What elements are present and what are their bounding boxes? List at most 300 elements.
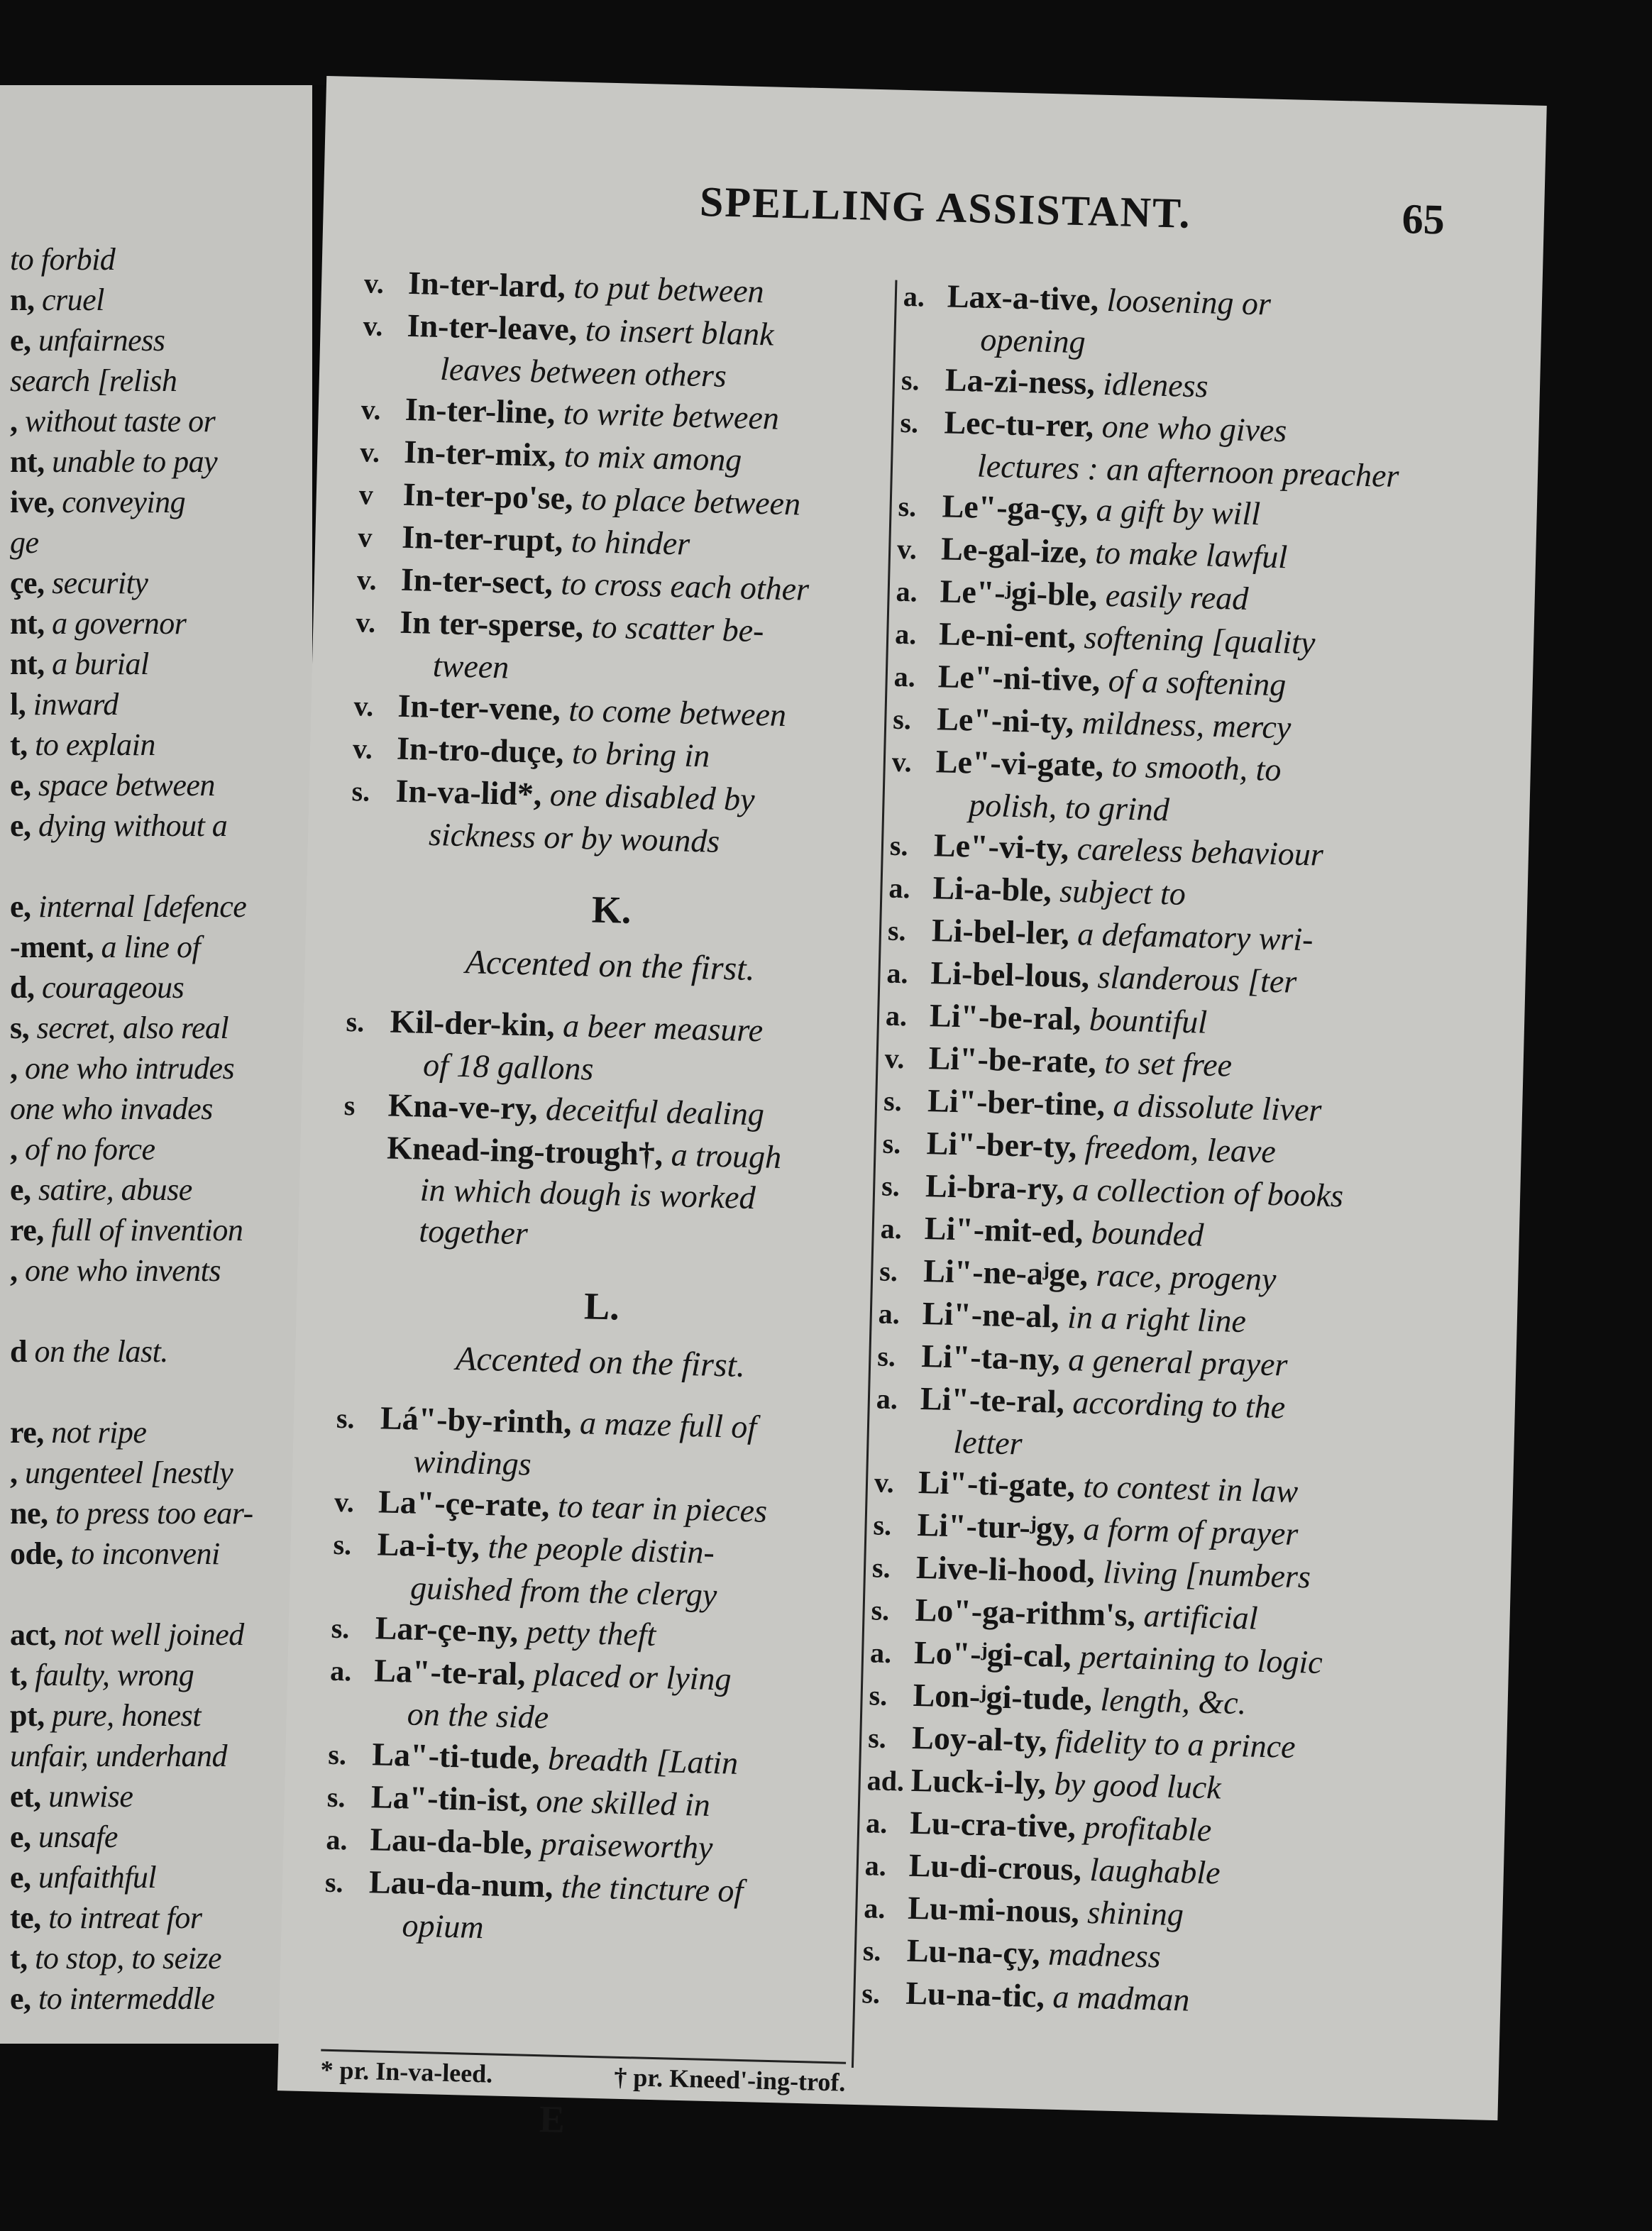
left-page-line xyxy=(10,808,309,844)
left-page-line xyxy=(10,646,309,682)
definition: to bring in xyxy=(571,734,710,774)
left-page-line xyxy=(10,1900,309,1936)
headword: Li"-be-ral, xyxy=(929,997,1082,1037)
section-heading-l: L. xyxy=(583,1284,620,1328)
headword: Li-bel-ler, xyxy=(931,912,1070,952)
part-of-speech: s. xyxy=(326,1780,346,1814)
part-of-speech: a. xyxy=(865,1807,888,1840)
definition: deceitful dealing xyxy=(545,1090,765,1133)
part-of-speech: s. xyxy=(873,1509,892,1542)
definition: fidelity to a prince xyxy=(1054,1722,1296,1765)
headword: Li-bel-lous, xyxy=(930,954,1090,995)
left-page-definition: without taste or xyxy=(25,404,216,439)
left-page-line xyxy=(10,1333,309,1370)
left-page-definition: to intreat for xyxy=(48,1900,202,1935)
left-page-line xyxy=(10,1455,309,1491)
left-page-word-fragment: d xyxy=(10,1334,27,1369)
definition: laughable xyxy=(1089,1851,1221,1891)
definition: a defamatory wri- xyxy=(1076,915,1314,958)
left-page-line xyxy=(10,1495,309,1531)
definition: a form of prayer xyxy=(1082,1510,1299,1553)
definition: to contest in law xyxy=(1082,1467,1299,1510)
part-of-speech: v. xyxy=(363,267,385,300)
footnote-invalid: * pr. In-va-leed. xyxy=(320,2055,493,2088)
left-page-word-fragment: , xyxy=(10,1455,18,1490)
part-of-speech: v. xyxy=(356,563,378,596)
definition-continuation-text: lectures : an afternoon preacher xyxy=(976,447,1400,495)
left-page-line xyxy=(10,1859,309,1895)
headword: Lon-ʲgi-tude, xyxy=(913,1676,1093,1718)
left-page-line xyxy=(10,403,309,439)
part-of-speech: a. xyxy=(863,1892,886,1924)
headword: Lu-cra-tive, xyxy=(909,1804,1076,1845)
part-of-speech: s. xyxy=(898,490,917,523)
definition-continuation-text: tween xyxy=(432,646,510,685)
definition: petty theft xyxy=(526,1613,656,1653)
left-page-word-fragment: e, xyxy=(10,808,31,843)
left-page-word-fragment: et, xyxy=(10,1779,41,1814)
part-of-speech: s. xyxy=(883,1084,903,1118)
part-of-speech: s. xyxy=(862,1934,882,1967)
headword: Lec-tu-rer, xyxy=(943,404,1094,444)
part-of-speech: s xyxy=(343,1089,356,1122)
left-page-word-fragment: t, xyxy=(10,727,28,762)
definition: to tear in pieces xyxy=(557,1487,768,1529)
left-page-definition: dying without a xyxy=(38,808,228,843)
part-of-speech: s. xyxy=(331,1612,350,1645)
left-page-definition: to stop, to seize xyxy=(35,1941,221,1976)
definition: bounded xyxy=(1091,1213,1204,1253)
definition-continuation-text: in which dough is worked together xyxy=(418,1171,756,1252)
left-page-definition: conveying xyxy=(62,485,186,519)
part-of-speech: a. xyxy=(896,575,918,608)
definition-continuation-text: opium xyxy=(401,1907,485,1946)
definition: race, progeny xyxy=(1096,1256,1277,1298)
definition: loosening or xyxy=(1106,281,1272,322)
headword: Lu-mi-nous, xyxy=(907,1889,1080,1930)
left-page-definition: to inconveni xyxy=(70,1536,220,1571)
headword: Knead-ing-trough†, xyxy=(386,1129,663,1173)
definition: a beer measure xyxy=(562,1007,764,1049)
part-of-speech: v. xyxy=(891,745,913,778)
part-of-speech: s. xyxy=(887,914,907,947)
left-page-definition: one who invents xyxy=(25,1253,221,1288)
left-page-word-fragment: -ment, xyxy=(10,930,94,964)
entry-list-right xyxy=(861,275,1514,2029)
page-number: 65 xyxy=(1401,195,1446,243)
left-page-definition: to intermeddle xyxy=(38,1981,215,2016)
part-of-speech: a. xyxy=(903,280,925,313)
left-page-word-fragment: , xyxy=(10,404,18,439)
part-of-speech: a. xyxy=(329,1654,352,1687)
definition: praiseworthy xyxy=(540,1825,714,1866)
left-page-word-fragment: l, xyxy=(10,687,26,722)
definition: in a right line xyxy=(1067,1299,1247,1340)
left-page-definition: unfairness xyxy=(38,323,165,358)
part-of-speech: s. xyxy=(351,775,370,808)
definition: to set free xyxy=(1103,1044,1233,1084)
left-page-line xyxy=(10,1131,309,1167)
section-heading-k: K. xyxy=(591,888,632,932)
headword: Le"-ga-çy, xyxy=(942,487,1089,528)
definition: a dissolute liver xyxy=(1112,1086,1323,1128)
part-of-speech: s. xyxy=(333,1528,352,1561)
left-page-word-fragment: t, xyxy=(10,1941,28,1976)
left-page-word-fragment: re, xyxy=(10,1213,44,1247)
definition: length, &c. xyxy=(1099,1681,1247,1722)
definition-continuation-text: of 18 gallons xyxy=(422,1046,595,1087)
left-page-line xyxy=(10,524,309,561)
definition: a trough xyxy=(671,1136,782,1176)
left-page-definition: one who invades xyxy=(10,1091,213,1126)
left-page-word-fragment: e, xyxy=(10,889,31,924)
left-page-definition: unwise xyxy=(48,1779,133,1814)
left-page-line xyxy=(10,363,309,399)
definition: slanderous [ter xyxy=(1097,958,1297,1000)
left-page-word-fragment: e, xyxy=(10,768,31,803)
left-page-definition: unable to pay xyxy=(52,444,218,479)
left-page-word-fragment: pt, xyxy=(10,1698,45,1733)
definition: living [numbers xyxy=(1102,1553,1311,1595)
left-page-definition: not ripe xyxy=(51,1415,147,1450)
definition: a collection of books xyxy=(1072,1171,1344,1214)
part-of-speech: a. xyxy=(886,957,909,990)
part-of-speech: s. xyxy=(879,1255,898,1288)
left-page-line xyxy=(10,1212,309,1248)
part-of-speech: a. xyxy=(876,1382,898,1416)
left-page-word-fragment: e, xyxy=(10,1860,31,1895)
left-page-word-fragment: nt, xyxy=(10,646,45,681)
left-page-definition: secret, also real xyxy=(36,1010,229,1045)
left-page-definition: a burial xyxy=(52,646,149,681)
left-page-line xyxy=(10,241,309,277)
left-page-line xyxy=(10,1010,309,1046)
left-page-definition: courageous xyxy=(41,970,185,1005)
part-of-speech: a. xyxy=(894,617,917,651)
left-page-word-fragment: act, xyxy=(10,1617,57,1652)
left-page-definition: not well joined xyxy=(63,1617,244,1652)
section-subtitle-l: Accented on the first. xyxy=(455,1339,746,1384)
left-page-definition: internal [defence xyxy=(38,889,247,924)
left-page-definition: ungenteel [nestly xyxy=(25,1455,233,1490)
part-of-speech: s. xyxy=(881,1169,901,1203)
part-of-speech: a. xyxy=(893,660,916,693)
left-page-definition: on the last. xyxy=(34,1334,168,1369)
definition: madness xyxy=(1047,1935,1162,1975)
part-of-speech xyxy=(343,1157,387,1159)
entry-list-k xyxy=(341,1000,871,1262)
part-of-speech: v. xyxy=(363,309,384,343)
part-of-speech: ad. xyxy=(866,1764,905,1797)
footnote-kneading-trough: † pr. Kneed'-ing-trof. xyxy=(613,2062,846,2097)
part-of-speech: s. xyxy=(900,406,919,439)
left-page-word-fragment: çe, xyxy=(10,566,45,600)
left-page-word-fragment: ne, xyxy=(10,1496,48,1531)
left-page-line xyxy=(10,929,309,965)
left-page-line xyxy=(10,1697,309,1734)
left-page-word-fragment: te, xyxy=(10,1900,41,1935)
definition: a madman xyxy=(1052,1978,1190,2018)
definition-continuation-text: windings xyxy=(412,1443,532,1482)
part-of-speech: s. xyxy=(327,1738,347,1771)
headword: La"-ti-tude, xyxy=(371,1736,541,1777)
left-page-word-fragment: , xyxy=(10,1253,18,1288)
headword: La-i-ty, xyxy=(377,1526,480,1565)
headword: Li"-ta-ny, xyxy=(920,1338,1061,1377)
headword: Luck-i-ly, xyxy=(910,1761,1047,1802)
headword: In-ter-po'se, xyxy=(402,475,574,517)
part-of-speech: v. xyxy=(334,1485,355,1519)
headword: In-ter-leave, xyxy=(407,307,578,348)
definition-continuation-text: sickness or by wounds xyxy=(428,815,720,859)
headword: Li"-be-rate, xyxy=(928,1040,1097,1080)
headword: In-ter-vene, xyxy=(397,687,561,728)
left-page-word-fragment: t, xyxy=(10,1658,28,1692)
part-of-speech: v xyxy=(357,521,373,553)
section-subtitle-k: Accented on the first. xyxy=(465,943,756,988)
part-of-speech: s. xyxy=(882,1127,901,1160)
part-of-speech: a. xyxy=(325,1823,348,1856)
left-column xyxy=(320,261,890,2142)
definition: a general prayer xyxy=(1067,1341,1289,1383)
definition: a gift by will xyxy=(1096,491,1261,532)
left-page-line xyxy=(10,1616,309,1653)
headword: Lo"-ʲgi-cal, xyxy=(913,1634,1072,1675)
headword: Le-gal-ize, xyxy=(940,530,1088,571)
headword: Le"-ʲgi-ble, xyxy=(940,573,1098,613)
left-page-line xyxy=(10,767,309,803)
part-of-speech: v. xyxy=(355,606,376,639)
definition: to smooth, to xyxy=(1111,747,1282,788)
definition: idleness xyxy=(1102,365,1209,404)
definition: to cross each other xyxy=(560,565,810,607)
part-of-speech: a. xyxy=(888,871,911,905)
definition-continuation-text: opening xyxy=(979,321,1086,360)
headword: Kna-ve-ry, xyxy=(387,1086,539,1127)
left-page-line xyxy=(10,1252,309,1289)
left-page-word-fragment: , xyxy=(10,1051,18,1086)
definition: easily read xyxy=(1105,577,1249,617)
left-page-definition: inward xyxy=(33,687,119,722)
definition: placed or lying xyxy=(533,1656,732,1697)
definition: one disabled by xyxy=(549,776,756,818)
definition: to come between xyxy=(568,691,787,734)
definition: according to the xyxy=(1072,1384,1286,1426)
left-page-line xyxy=(10,1940,309,1976)
definition: one skilled in xyxy=(535,1782,711,1823)
definition-continuation-text: leaves between others xyxy=(439,351,727,394)
left-page-definition: satire, abuse xyxy=(38,1172,192,1207)
part-of-speech: s. xyxy=(871,1551,891,1585)
left-page-definition: cruel xyxy=(41,282,104,317)
definition: to insert blank xyxy=(585,312,775,353)
left-page-line xyxy=(10,1536,309,1572)
left-page-word-fragment: nt, xyxy=(10,444,45,479)
left-page-word-fragment: s, xyxy=(10,1010,30,1045)
left-page-word-fragment: ive, xyxy=(10,485,55,519)
definition: careless behaviour xyxy=(1076,830,1324,873)
left-page-line xyxy=(10,686,309,722)
definition-continuation-text: guished from the clergy xyxy=(409,1569,717,1614)
definition-continuation-text: polish, to grind xyxy=(968,786,1170,828)
part-of-speech: v. xyxy=(359,436,380,468)
left-page-definition: ge xyxy=(10,525,39,560)
headword: Lau-da-num, xyxy=(368,1863,554,1905)
headword: Lu-na-tic, xyxy=(905,1974,1045,2015)
part-of-speech: s. xyxy=(336,1401,356,1435)
left-page-definition: full of invention xyxy=(51,1213,243,1247)
definition: of a softening xyxy=(1108,662,1287,703)
definition: freedom, leave xyxy=(1084,1128,1277,1170)
left-page-word-fragment: e, xyxy=(10,1819,31,1854)
left-page-definition: unsafe xyxy=(38,1819,118,1854)
page-header-title: SPELLING ASSISTANT. xyxy=(699,177,1192,237)
headword: In-tro-duçe, xyxy=(396,729,565,771)
signature-mark: E xyxy=(539,2098,566,2142)
headword: Li"-te-ral, xyxy=(920,1379,1065,1420)
part-of-speech: v. xyxy=(896,532,918,566)
headword: In-ter-sect, xyxy=(400,561,554,601)
part-of-speech: s. xyxy=(324,1866,344,1899)
left-page-word-fragment: e, xyxy=(10,1172,31,1207)
part-of-speech: v. xyxy=(353,690,374,722)
headword: Le"-vi-ty, xyxy=(933,827,1069,866)
left-page-definition: search [relish xyxy=(10,363,177,398)
left-page-line xyxy=(10,322,309,358)
headword: In-ter-line, xyxy=(404,390,556,431)
headword: La"-te-ral, xyxy=(373,1652,527,1692)
headword: Lu-di-crous, xyxy=(908,1846,1082,1888)
left-page-word-fragment: e, xyxy=(10,323,31,358)
left-page-definition: of no force xyxy=(25,1132,155,1167)
left-page-line xyxy=(10,1778,309,1814)
part-of-speech: a. xyxy=(869,1636,892,1670)
definition: a maze full of xyxy=(579,1404,757,1445)
headword: Le"-ni-ty, xyxy=(936,700,1074,740)
definition: by good luck xyxy=(1054,1765,1222,1806)
headword: Li"-tur-ʲgy, xyxy=(917,1506,1076,1547)
headword: In-ter-rupt, xyxy=(401,518,563,559)
definition: to place between xyxy=(580,480,801,522)
part-of-speech: v. xyxy=(874,1466,895,1499)
definition: the people distin- xyxy=(487,1528,715,1570)
previous-page xyxy=(0,85,312,2044)
headword: La"-çe-rate, xyxy=(378,1483,551,1524)
headword: La"-tin-ist, xyxy=(370,1778,529,1819)
left-page-word-fragment: nt, xyxy=(10,606,45,641)
entry-list-i xyxy=(351,261,890,866)
definition: breadth [Latin xyxy=(547,1740,739,1781)
definition: to write between xyxy=(563,395,780,436)
headword: In ter-sperse, xyxy=(399,603,584,645)
definition: pertaining to logic xyxy=(1079,1638,1323,1680)
headword: In-ter-lard, xyxy=(407,264,566,305)
part-of-speech: a. xyxy=(880,1212,903,1245)
left-page-line xyxy=(10,444,309,480)
headword: Li-a-ble, xyxy=(932,869,1052,909)
part-of-speech: s. xyxy=(867,1722,887,1754)
headword: Kil-der-kin, xyxy=(390,1003,556,1044)
left-page-definition: to explain xyxy=(35,727,155,762)
left-page-line xyxy=(10,1050,309,1086)
headword: La-zi-ness, xyxy=(945,361,1096,402)
headword: Li-bra-ry, xyxy=(925,1167,1065,1207)
headword: Lo"-ga-rithm's, xyxy=(915,1591,1136,1634)
definition: the tincture of xyxy=(561,1868,744,1910)
left-page-definition: to forbid xyxy=(10,242,116,277)
left-page-definition: faulty, wrong xyxy=(35,1658,194,1692)
left-page-definition: a governor xyxy=(52,606,187,641)
left-page-definition: pure, honest xyxy=(52,1698,202,1733)
part-of-speech: s. xyxy=(869,1679,888,1712)
part-of-speech: s. xyxy=(901,363,920,397)
definition-continuation-text: letter xyxy=(952,1423,1023,1462)
headword: In-ter-mix, xyxy=(403,433,557,474)
right-column xyxy=(861,275,1514,2029)
left-page-line xyxy=(10,888,309,925)
left-page-definition: to press too ear- xyxy=(55,1496,253,1531)
definition: mildness, mercy xyxy=(1081,704,1292,746)
left-page-definition: one who intrudes xyxy=(25,1051,235,1086)
part-of-speech: v. xyxy=(884,1042,905,1075)
headword: Le-ni-ent, xyxy=(938,615,1076,656)
definition: profitable xyxy=(1083,1808,1212,1849)
part-of-speech: a. xyxy=(864,1849,887,1883)
left-page-line xyxy=(10,484,309,520)
headword: Li"-ne-al, xyxy=(922,1295,1060,1335)
definition: to mix among xyxy=(563,437,742,478)
headword: Le"-ni-tive, xyxy=(937,658,1101,698)
left-page-line xyxy=(10,1657,309,1693)
left-page-definition: unfaithful xyxy=(38,1860,157,1895)
headword: In-va-lid*, xyxy=(395,772,543,812)
headword: Li"-ne-aʲge, xyxy=(923,1252,1089,1293)
headword: Live-li-hood, xyxy=(915,1548,1096,1590)
part-of-speech: s. xyxy=(892,703,912,736)
definition-continuation-text: on the side xyxy=(407,1695,549,1736)
left-page-word-fragment: ode, xyxy=(10,1536,63,1571)
part-of-speech: s. xyxy=(876,1340,896,1373)
left-page-line xyxy=(10,565,309,601)
part-of-speech: s. xyxy=(861,1977,881,2010)
definition: artificial xyxy=(1142,1597,1259,1636)
part-of-speech: v. xyxy=(360,393,382,426)
headword: Li"-ber-ty, xyxy=(926,1125,1077,1165)
part-of-speech: s. xyxy=(346,1006,365,1038)
part-of-speech: v xyxy=(358,478,374,511)
left-page-word-fragment: , xyxy=(10,1132,18,1167)
left-page-word-fragment: e, xyxy=(10,1981,31,2016)
definition: to put between xyxy=(573,268,765,310)
headword: Loy-al-ty, xyxy=(911,1719,1048,1759)
definition: shining xyxy=(1086,1893,1184,1933)
definition: to scatter be- xyxy=(591,608,765,649)
left-page-line xyxy=(10,605,309,641)
left-page-line xyxy=(10,1738,309,1774)
page xyxy=(277,76,1547,2142)
definition: to make lawful xyxy=(1094,534,1288,575)
headword: Lu-na-çy, xyxy=(906,1932,1041,1972)
left-page-line xyxy=(10,727,309,763)
headword: Li"-ti-gate, xyxy=(918,1463,1076,1504)
part-of-speech: s. xyxy=(871,1594,890,1627)
headword: Lax-a-tive, xyxy=(947,277,1099,318)
part-of-speech: a. xyxy=(878,1297,901,1331)
headword: Le"-vi-gate, xyxy=(935,743,1104,784)
left-page-definition: space between xyxy=(38,768,215,803)
left-page-line xyxy=(10,1172,309,1208)
left-page-line xyxy=(10,282,309,318)
